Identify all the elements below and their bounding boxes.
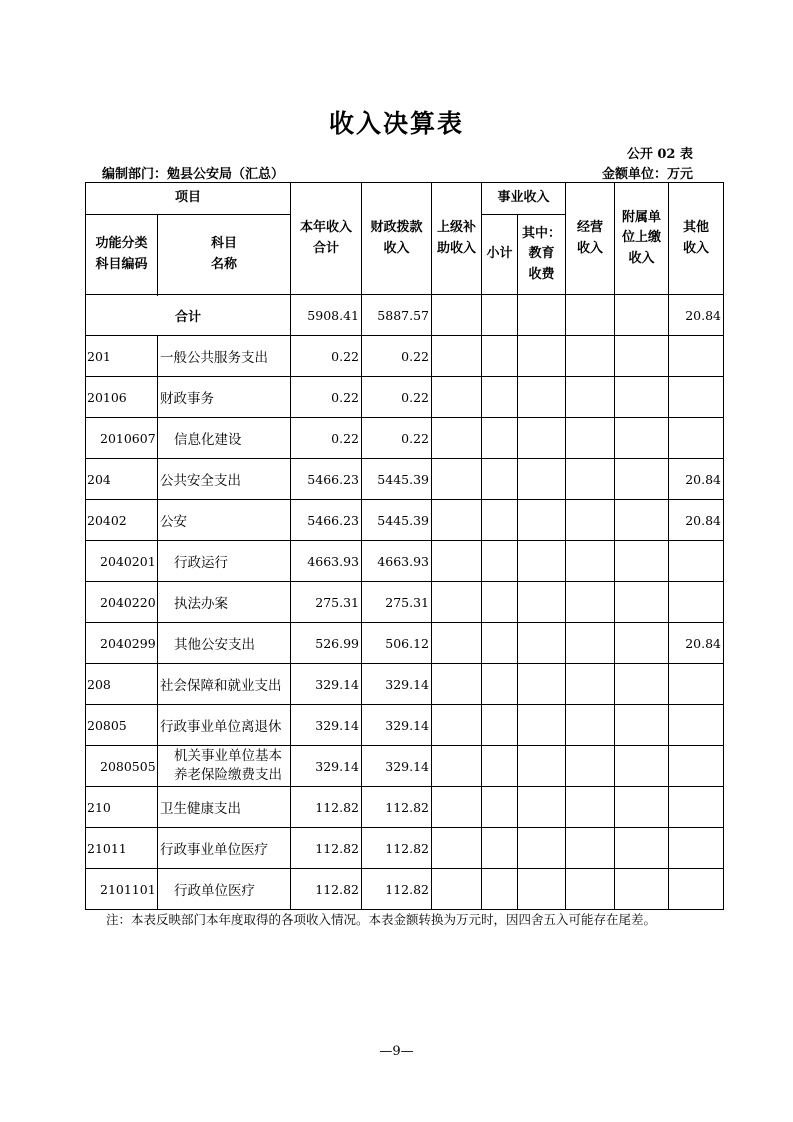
header-fiscal: 财政拨款 收入 [362,183,432,295]
row-fiscal: 275.31 [362,582,432,623]
total-income-value: 5908.41 [291,295,362,336]
row-name: 其他公安支出 [158,623,291,664]
table-row [86,746,724,787]
row-name: 一般公共服务支出 [158,336,291,377]
row-fiscal: 329.14 [362,746,432,787]
row-other [669,664,724,705]
page-title: 收入决算表 [328,109,464,138]
row-total-income: 0.22 [291,418,362,459]
row-other: 20.84 [669,623,724,664]
total-row [86,295,724,336]
row-total-income: 112.82 [291,869,362,910]
row-code: 2080505 [86,746,158,787]
row-fiscal: 329.14 [362,664,432,705]
table-row [86,418,724,459]
header-affiliate: 附属单 位上缴 收入 [615,183,669,295]
table-row [86,828,724,869]
table-row [86,787,724,828]
row-name: 行政事业单位医疗 [158,828,291,869]
header-edu: 其中： 教育 收费 [518,215,566,295]
row-total-income: 329.14 [291,664,362,705]
row-code: 2040201 [86,541,158,582]
table-row [86,500,724,541]
table-row [86,541,724,582]
row-total-income: 329.14 [291,705,362,746]
row-name: 行政事业单位离退休 [158,705,291,746]
row-code: 2040220 [86,582,158,623]
row-name: 机关事业单位基本养老保险缴费支出 [158,746,291,787]
total-fiscal-value: 5887.57 [362,295,432,336]
row-other [669,705,724,746]
header-total-income: 本年收入 合计 [291,183,362,295]
row-code: 208 [86,664,158,705]
row-total-income: 112.82 [291,787,362,828]
header-item: 项目 [86,183,291,215]
row-code: 20805 [86,705,158,746]
row-other [669,746,724,787]
table-row [86,705,724,746]
header-operating: 经营 收入 [566,183,615,295]
row-other [669,418,724,459]
header-superior: 上级补 助收入 [432,183,482,295]
income-table [85,182,724,910]
header-subtotal: 小计 [482,215,518,295]
row-name: 卫生健康支出 [158,787,291,828]
table-row [86,377,724,418]
row-fiscal: 506.12 [362,623,432,664]
row-other [669,541,724,582]
row-total-income: 4663.93 [291,541,362,582]
row-fiscal: 5445.39 [362,459,432,500]
table-row [86,582,724,623]
row-fiscal: 5445.39 [362,500,432,541]
row-total-income: 5466.23 [291,459,362,500]
footnote: 注：本表反映部门本年度取得的各项收入情况。本表金额转换为万元时，因四舍五入可能存在尾差。 [106,912,657,927]
row-other [669,869,724,910]
header-subject-name: 科目 名称 [158,215,291,295]
row-name: 财政事务 [158,377,291,418]
row-other: 20.84 [669,459,724,500]
row-name: 行政运行 [158,541,291,582]
table-row [86,459,724,500]
row-total-income: 275.31 [291,582,362,623]
total-label: 合计 [86,295,291,336]
row-code: 204 [86,459,158,500]
row-name: 社会保障和就业支出 [158,664,291,705]
row-name: 行政单位医疗 [158,869,291,910]
row-fiscal: 329.14 [362,705,432,746]
table-row [86,869,724,910]
row-fiscal: 112.82 [362,828,432,869]
row-total-income: 5466.23 [291,500,362,541]
row-name: 信息化建设 [158,418,291,459]
row-total-income: 329.14 [291,746,362,787]
row-other [669,828,724,869]
row-name: 公共安全支出 [158,459,291,500]
row-other [669,582,724,623]
page-number: —9— [379,1044,414,1059]
row-other: 20.84 [669,500,724,541]
header-other: 其他 收入 [669,183,724,295]
row-code: 21011 [86,828,158,869]
row-code: 2010607 [86,418,158,459]
row-code: 2040299 [86,623,158,664]
row-total-income: 0.22 [291,336,362,377]
department-label: 编制部门：勉县公安局（汇总） [102,167,285,182]
row-fiscal: 4663.93 [362,541,432,582]
row-code: 20402 [86,500,158,541]
row-fiscal: 0.22 [362,418,432,459]
row-code: 201 [86,336,158,377]
row-total-income: 0.22 [291,377,362,418]
row-other [669,377,724,418]
row-fiscal: 0.22 [362,336,432,377]
row-total-income: 112.82 [291,828,362,869]
row-fiscal: 112.82 [362,787,432,828]
row-code: 210 [86,787,158,828]
table-row [86,336,724,377]
row-name: 执法办案 [158,582,291,623]
row-fiscal: 112.82 [362,869,432,910]
table-row [86,664,724,705]
amount-unit-label: 金额单位：万元 [601,167,693,182]
row-total-income: 526.99 [291,623,362,664]
row-other [669,336,724,377]
form-number: 公开 02 表 [626,147,693,162]
row-code: 20106 [86,377,158,418]
row-code: 2101101 [86,869,158,910]
row-name: 公安 [158,500,291,541]
header-business: 事业收入 [482,183,566,215]
header-func-code: 功能分类 科目编码 [86,215,158,295]
table-row [86,623,724,664]
row-other [669,787,724,828]
row-fiscal: 0.22 [362,377,432,418]
total-other-value: 20.84 [669,295,724,336]
